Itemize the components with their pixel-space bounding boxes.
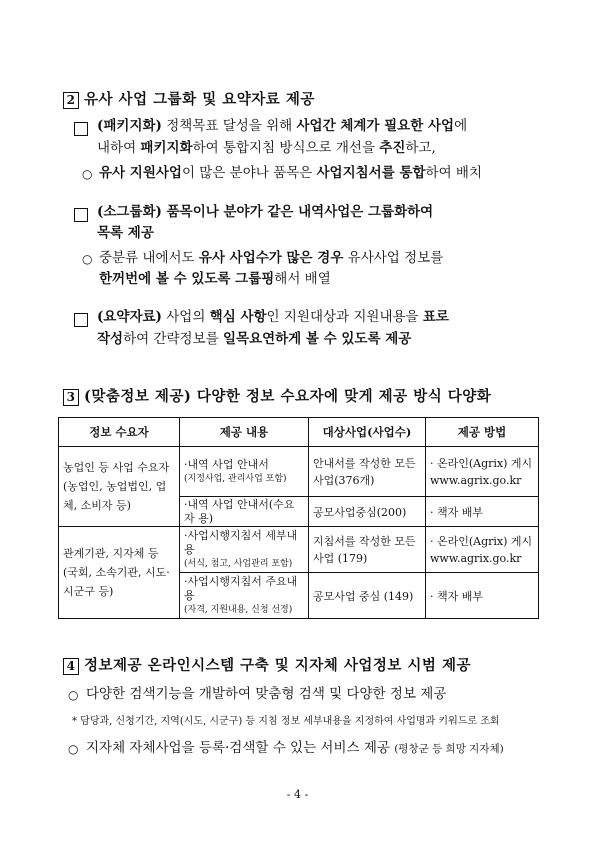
content-note: (지정사업, 관리사업 포함): [184, 473, 287, 484]
content-cell: [180, 527, 309, 573]
circle-bullet-icon: ○: [82, 252, 93, 266]
table-header-row: [59, 418, 539, 447]
text: 해서 배열: [274, 271, 331, 287]
section-number: 2: [63, 92, 79, 109]
column-header: 대상사업(사업수): [309, 418, 426, 447]
item-summary-line2: [97, 328, 411, 350]
section-4-sub1: 다양한 검색기능을 개발하여 맞춤형 검색 및 다양한 정보 제공: [86, 686, 447, 702]
target-cell: 지침서를 작성한 모든 사업 (179): [309, 527, 426, 573]
info-provision-table: [58, 417, 539, 619]
section-4-sub2: [86, 737, 504, 760]
text-bold: 핵심 사항: [209, 309, 267, 325]
section-number: 3: [63, 389, 79, 406]
method-cell: · 온라인(Agrix) 게시 www.agrix.go.kr: [426, 447, 539, 497]
section-4-title: [63, 654, 471, 675]
text: 하여 배치: [425, 165, 482, 181]
method-cell: · 책자 배부: [426, 497, 539, 527]
column-header: 제공 내용: [180, 418, 309, 447]
item-packaging-sub: [99, 162, 482, 184]
content-cell: ·내역 사업 안내서(수요자 용): [180, 497, 309, 527]
content: ·내역 사업 안내서: [184, 457, 269, 471]
content-note: (자격, 지원내용, 신청 선정): [184, 604, 293, 615]
text: 에: [454, 118, 468, 134]
item-subgroup-line1: (소그룹화) 품목이나 분야가 같은 내역사업은 그룹화하여: [97, 204, 434, 220]
text: 지자체 자체사업을 등록·검색할 수 있는 서비스 제공: [86, 740, 395, 756]
section-title-text: 유사 사업 그룹화 및 요약자료 제공: [84, 91, 315, 108]
checkbox-square-icon: [74, 313, 88, 327]
label: (패키지화): [97, 118, 162, 134]
item-summary-line1: [97, 306, 449, 328]
target-cell: 공모사업 중심 (149): [309, 573, 426, 619]
text-bold: 한꺼번에 볼 수 있도록 그룹핑: [99, 271, 275, 287]
text-bold: 일목요연하게 볼 수 있도록 제공: [222, 331, 412, 347]
text-bold: 사업지침서를 통합: [316, 165, 426, 181]
section-title-text: 정보제공 온라인시스템 구축 및 지자체 사업정보 시범 제공: [84, 657, 472, 674]
text: 사업의: [161, 309, 210, 325]
text: 하여 간략정보를: [123, 331, 223, 347]
item-subgroup-sub-line1: [99, 247, 443, 269]
text-bold: 작성: [97, 331, 124, 347]
section-2-title: [63, 88, 315, 109]
text-bold: 유사 지원사업: [99, 165, 182, 181]
circle-bullet-icon: ○: [82, 167, 93, 181]
item-subgroup-line2: 목록 제공: [97, 225, 154, 241]
table-row: [59, 447, 539, 497]
checkbox-square-icon: [74, 208, 88, 222]
demander-cell: [59, 527, 180, 619]
target-cell: 안내서를 작성한 모든 사업(376개): [309, 447, 426, 497]
label: (요약자료): [97, 309, 162, 325]
page-number: - 4 -: [286, 788, 309, 801]
section-3-title: [63, 385, 491, 406]
section-title-text: (맞춤정보 제공) 다양한 정보 수요자에 맞게 제공 방식 다양화: [84, 388, 492, 405]
circle-bullet-icon: ○: [68, 688, 79, 702]
content: ·사업시행지침서 세부내용: [184, 528, 298, 556]
content-cell: [180, 573, 309, 619]
text: 인 지원대상과 지원내용을: [266, 309, 423, 325]
demander-detail: (국회, 소속기관, 시도·시군구 등): [63, 566, 170, 598]
content: ·사업시행지침서 주요내용: [184, 574, 298, 602]
demander: 농업인 등 사업 수요자: [63, 461, 170, 474]
text-small: (평창군 등 희망 지자체): [394, 743, 504, 755]
text: 하고,: [405, 140, 436, 156]
item-packaging-line2: [97, 137, 436, 159]
text-bold: 사업간 체계가 필요한 사업: [296, 118, 455, 134]
content-cell: [180, 447, 309, 497]
demander: 관계기관, 지자체 등: [63, 547, 159, 560]
text: 하여 통합지침 방식으로 개선을: [192, 140, 380, 156]
checkbox-square-icon: [74, 122, 88, 136]
text: 내하여: [97, 140, 141, 156]
text-bold: 추진: [379, 140, 406, 156]
table-row: [59, 527, 539, 573]
content-note: (서식, 첨고, 사업관리 포함): [184, 558, 293, 569]
demander-detail: (농업인, 농업법인, 업체, 소비자 등): [63, 480, 167, 512]
item-packaging-line1: [97, 115, 467, 137]
text-bold: 유사 사업수가 많은 경우: [198, 250, 344, 266]
section-4-note: * 담당과, 신청기간, 지역(시도, 시군구) 등 지침 정보 세부내용을 지정하여 사업명과 키워드로 조회: [72, 716, 500, 727]
item-subgroup-sub-line2: [99, 268, 331, 290]
text-bold: 패키지화: [140, 140, 193, 156]
column-header: 제공 방법: [426, 418, 539, 447]
method-cell: · 책자 배부: [426, 573, 539, 619]
target-cell: 공모사업중심(200): [309, 497, 426, 527]
column-header: 정보 수요자: [59, 418, 180, 447]
demander-cell: [59, 447, 180, 527]
text: 유사사업 정보를: [343, 250, 444, 266]
text: 정책목표 달성을 위해: [161, 118, 297, 134]
section-number: 4: [63, 658, 79, 675]
method-cell: · 온라인(Agrix) 게시 www.agrix.go.kr: [426, 527, 539, 573]
circle-bullet-icon: ○: [68, 742, 79, 756]
text: 이 많은 분야나 품목은: [181, 165, 317, 181]
text: 중분류 내에서도: [99, 250, 199, 266]
text-bold: 표로: [422, 309, 449, 325]
